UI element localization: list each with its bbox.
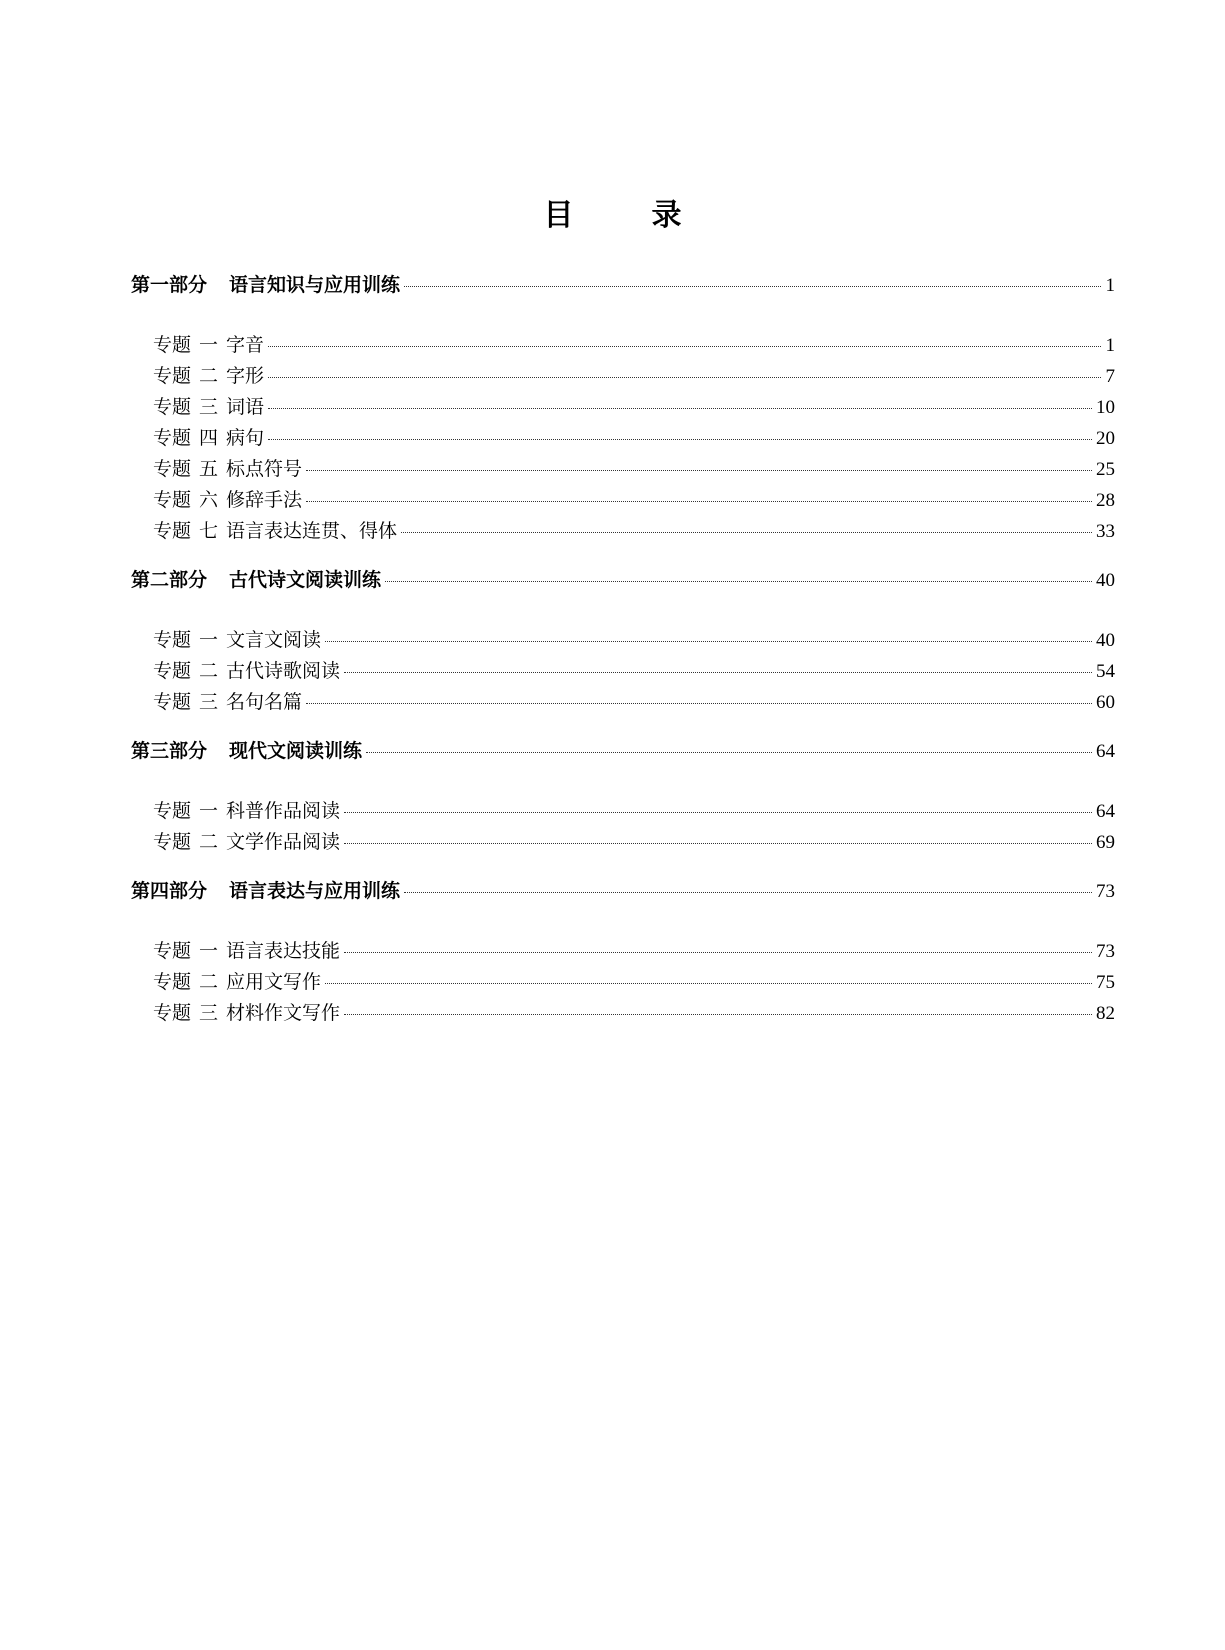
part-label: 第四部分	[131, 880, 208, 902]
page-number: 25	[1096, 459, 1115, 480]
toc-topic-entry[interactable]	[131, 827, 1115, 858]
toc-part-section	[131, 876, 1115, 1029]
part-title: 古代诗文阅读训练	[229, 569, 382, 591]
topic-title: 标点符号	[226, 458, 303, 480]
part-label: 第二部分	[131, 569, 208, 591]
toc-topic-entry[interactable]	[131, 967, 1115, 998]
topic-title: 古代诗歌阅读	[226, 660, 341, 682]
page-number: 1	[1105, 275, 1115, 296]
topic-title: 名句名篇	[226, 691, 303, 713]
page-number: 54	[1096, 661, 1115, 682]
topic-label: 专题	[153, 971, 192, 993]
topic-label: 专题	[153, 365, 192, 387]
page-number: 64	[1096, 801, 1115, 822]
part-label: 第三部分	[131, 740, 208, 762]
topic-label: 专题	[153, 427, 192, 449]
dot-leader	[268, 439, 1092, 440]
page-number: 28	[1096, 490, 1115, 511]
topic-label: 专题	[153, 334, 192, 356]
dot-leader	[306, 470, 1092, 471]
dot-leader	[401, 532, 1092, 533]
dot-leader	[344, 952, 1092, 953]
toc-part-section	[131, 565, 1115, 718]
topic-label: 专题	[153, 458, 192, 480]
dot-leader	[325, 641, 1092, 642]
topic-number: 一	[199, 629, 219, 651]
table-of-contents	[131, 270, 1115, 1047]
topic-number: 二	[199, 971, 219, 993]
dot-leader	[268, 377, 1101, 378]
page-number: 75	[1096, 972, 1115, 993]
page-number: 1	[1105, 335, 1115, 356]
toc-topic-entry[interactable]	[131, 485, 1115, 516]
part-title: 现代文阅读训练	[229, 740, 363, 762]
page-number: 10	[1096, 397, 1115, 418]
topic-title: 修辞手法	[226, 489, 303, 511]
toc-part-section	[131, 736, 1115, 858]
topic-title: 文言文阅读	[226, 629, 322, 651]
topic-label: 专题	[153, 940, 192, 962]
topic-number: 二	[199, 365, 219, 387]
toc-part-entry[interactable]	[131, 270, 1115, 304]
toc-part-section	[131, 270, 1115, 547]
page-number: 82	[1096, 1003, 1115, 1024]
page-number: 69	[1096, 832, 1115, 853]
topic-label: 专题	[153, 629, 192, 651]
page-number: 73	[1096, 941, 1115, 962]
topic-title: 字形	[226, 365, 265, 387]
toc-topic-entry[interactable]	[131, 516, 1115, 547]
part-label: 第一部分	[131, 274, 208, 296]
topic-number: 二	[199, 660, 219, 682]
topic-number: 三	[199, 396, 219, 418]
topic-title: 科普作品阅读	[226, 800, 341, 822]
topic-number: 一	[199, 940, 219, 962]
topic-number: 四	[199, 427, 219, 449]
toc-topic-entry[interactable]	[131, 936, 1115, 967]
dot-leader	[385, 581, 1092, 582]
dot-leader	[268, 408, 1092, 409]
dot-leader	[366, 752, 1092, 753]
topic-label: 专题	[153, 489, 192, 511]
toc-topic-entry[interactable]	[131, 330, 1115, 361]
topic-number: 三	[199, 1002, 219, 1024]
page-number: 64	[1096, 741, 1115, 762]
topic-title: 语言表达连贯、得体	[226, 520, 398, 542]
toc-topic-entry[interactable]	[131, 454, 1115, 485]
toc-topic-entry[interactable]	[131, 796, 1115, 827]
toc-topic-entry[interactable]	[131, 656, 1115, 687]
dot-leader	[404, 286, 1101, 287]
page-number: 60	[1096, 692, 1115, 713]
page-title: 目 录	[543, 198, 706, 233]
toc-topic-entry[interactable]	[131, 998, 1115, 1029]
toc-part-entry[interactable]	[131, 565, 1115, 599]
page-number: 40	[1096, 630, 1115, 651]
topic-title: 应用文写作	[226, 971, 322, 993]
topic-label: 专题	[153, 1002, 192, 1024]
dot-leader	[344, 1014, 1092, 1015]
dot-leader	[268, 346, 1101, 347]
dot-leader	[344, 812, 1092, 813]
topic-title: 词语	[226, 396, 265, 418]
dot-leader	[306, 501, 1092, 502]
topic-number: 七	[199, 520, 219, 542]
dot-leader	[306, 703, 1092, 704]
topic-number: 二	[199, 831, 219, 853]
topic-label: 专题	[153, 691, 192, 713]
topic-number: 六	[199, 489, 219, 511]
page-number: 73	[1096, 881, 1115, 902]
page-number: 20	[1096, 428, 1115, 449]
page-number: 33	[1096, 521, 1115, 542]
topic-title: 病句	[226, 427, 265, 449]
toc-part-entry[interactable]	[131, 876, 1115, 910]
part-title: 语言表达与应用训练	[229, 880, 401, 902]
page-number: 7	[1105, 366, 1115, 387]
toc-topic-entry[interactable]	[131, 423, 1115, 454]
toc-part-entry[interactable]	[131, 736, 1115, 770]
topic-label: 专题	[153, 660, 192, 682]
toc-topic-entry[interactable]	[131, 361, 1115, 392]
topic-number: 一	[199, 334, 219, 356]
dot-leader	[404, 892, 1092, 893]
toc-topic-entry[interactable]	[131, 625, 1115, 656]
topic-title: 材料作文写作	[226, 1002, 341, 1024]
topic-number: 三	[199, 691, 219, 713]
dot-leader	[344, 672, 1092, 673]
topic-number: 五	[199, 458, 219, 480]
topic-label: 专题	[153, 520, 192, 542]
dot-leader	[325, 983, 1092, 984]
topic-label: 专题	[153, 396, 192, 418]
toc-topic-entry[interactable]	[131, 392, 1115, 423]
topic-title: 文学作品阅读	[226, 831, 341, 853]
dot-leader	[344, 843, 1092, 844]
topic-title: 字音	[226, 334, 265, 356]
topic-label: 专题	[153, 831, 192, 853]
page-number: 40	[1096, 570, 1115, 591]
toc-topic-entry[interactable]	[131, 687, 1115, 718]
part-title: 语言知识与应用训练	[229, 274, 401, 296]
topic-title: 语言表达技能	[226, 940, 341, 962]
topic-label: 专题	[153, 800, 192, 822]
topic-number: 一	[199, 800, 219, 822]
